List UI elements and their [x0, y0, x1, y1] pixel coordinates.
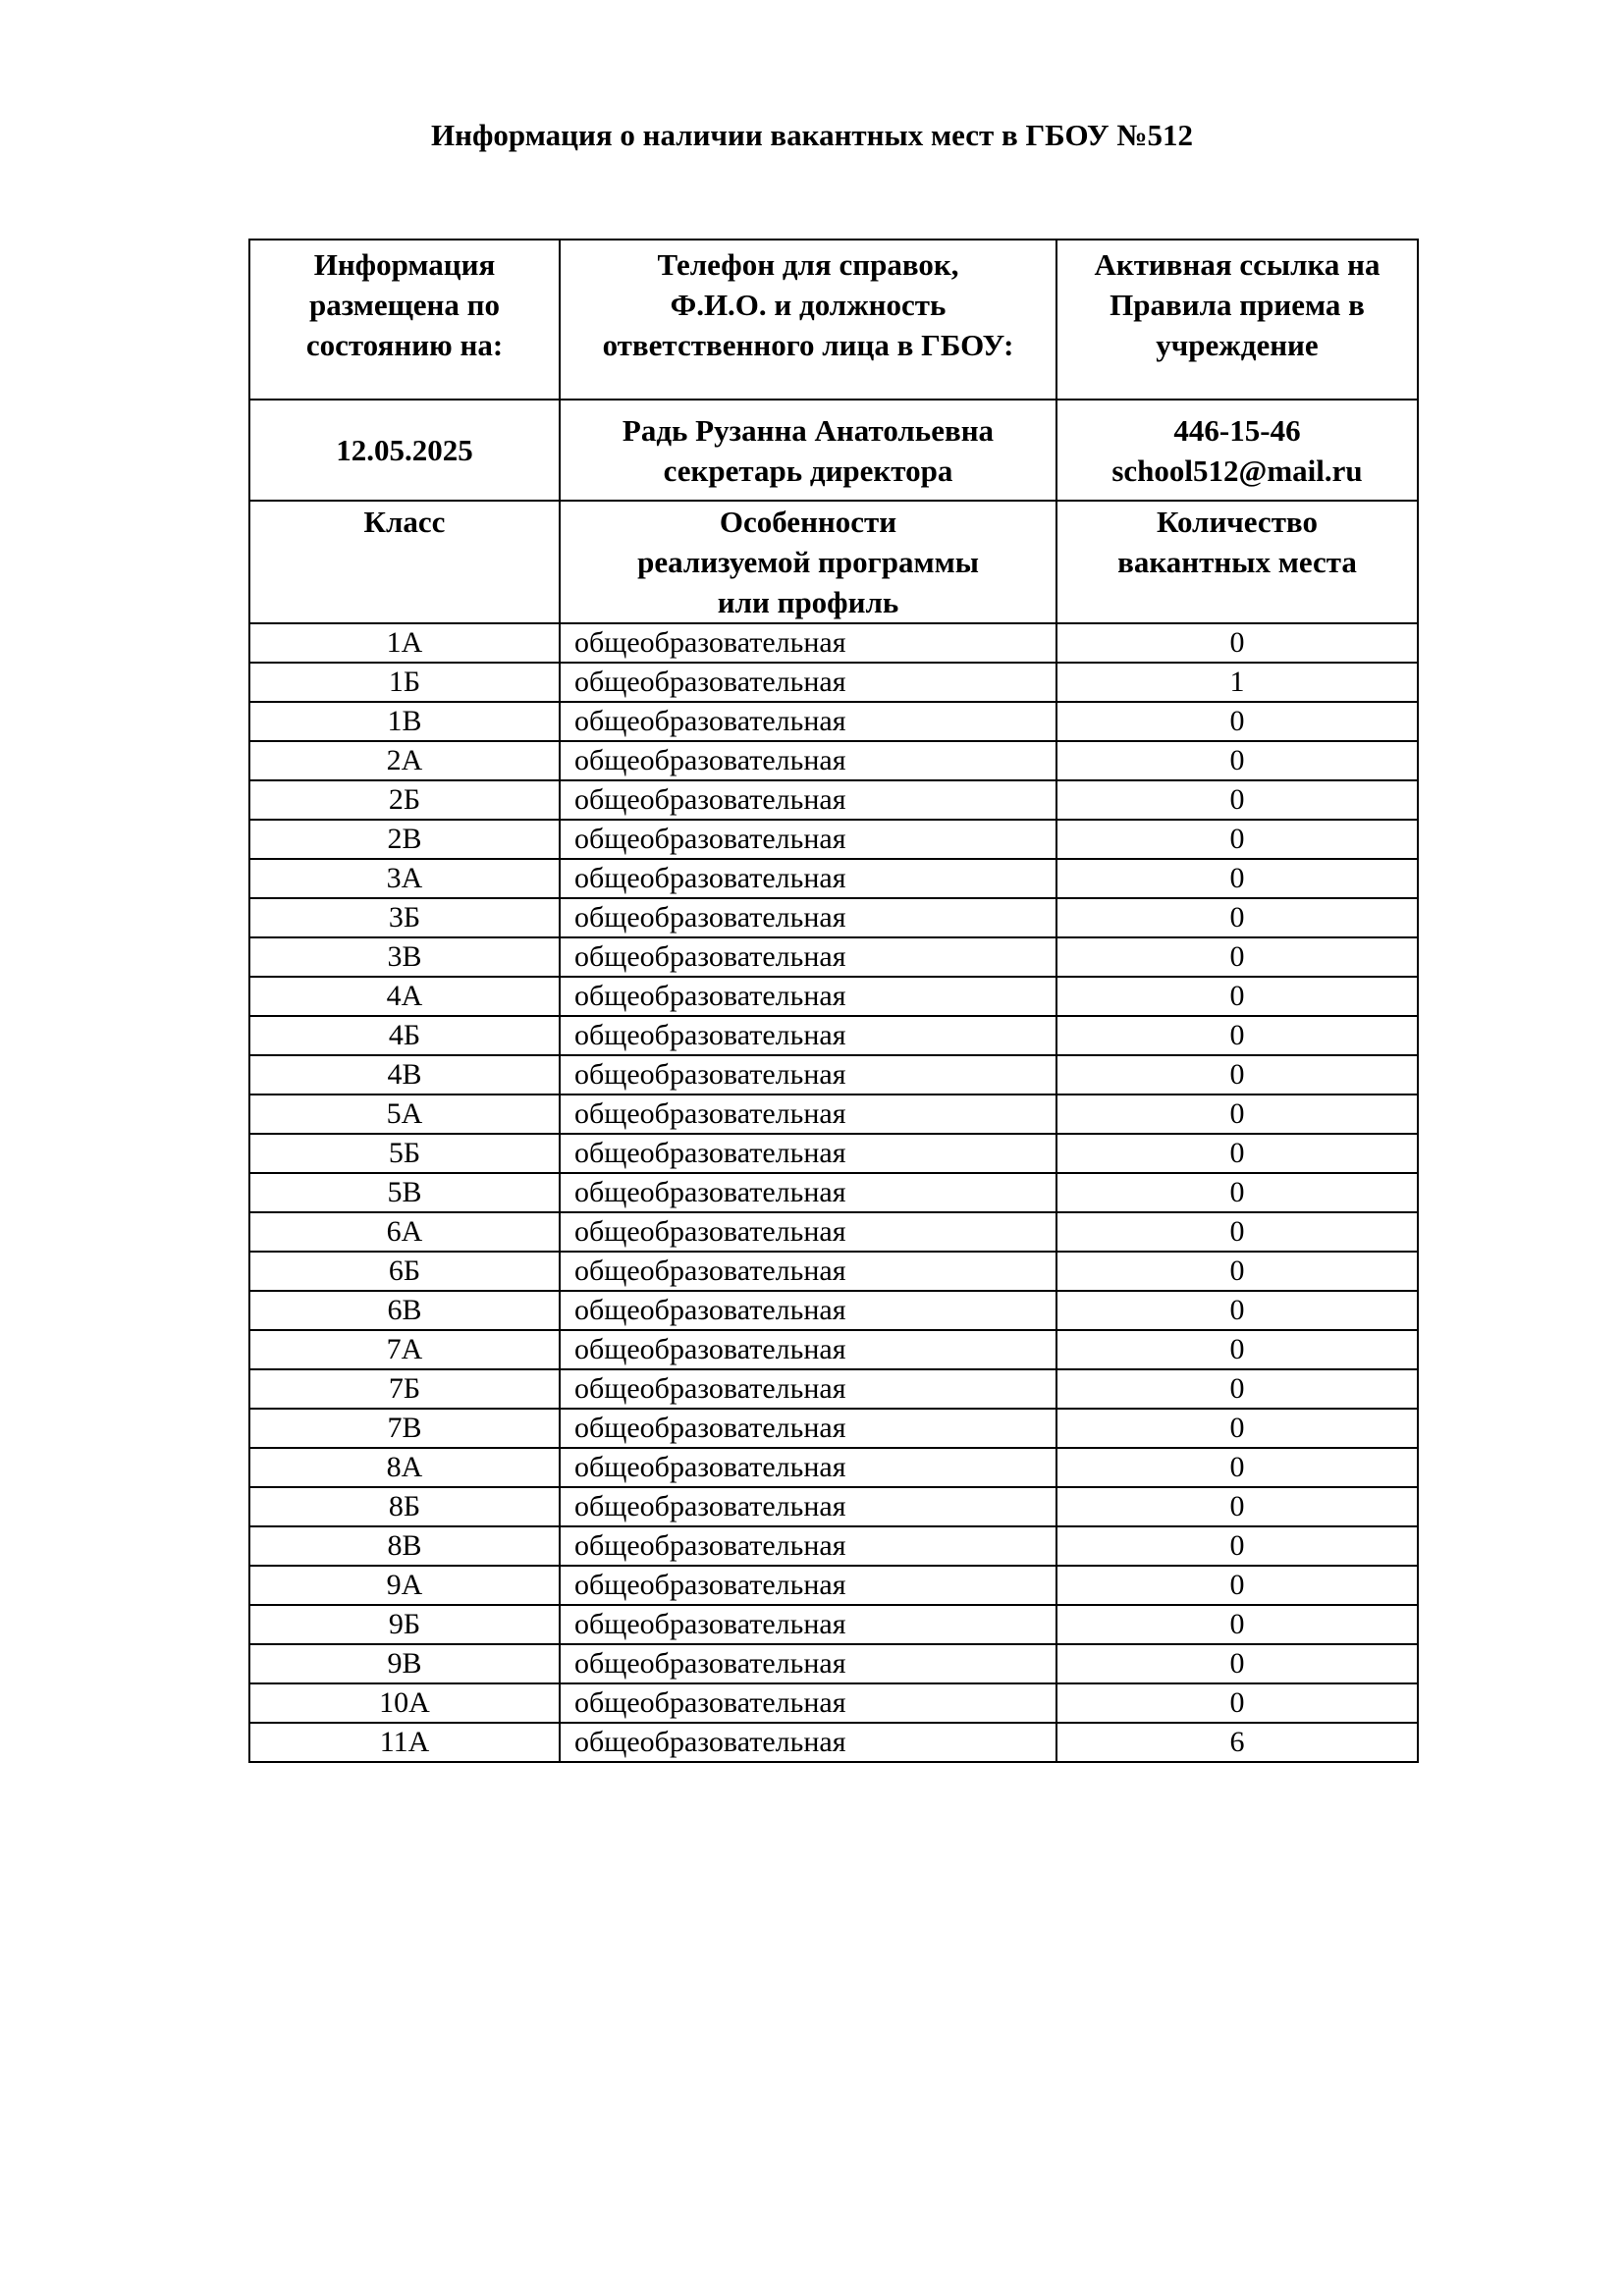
program-column-header-line: или профиль — [717, 585, 899, 619]
table-row — [249, 1683, 1418, 1723]
document-title: Информация о наличии вакантных мест в ГБОУ №512 — [431, 118, 1193, 152]
class-cell: 3А — [249, 859, 560, 898]
table-row — [249, 663, 1418, 702]
vacancies-cell: 0 — [1056, 898, 1418, 937]
program-cell: общеобразовательная — [560, 663, 1056, 702]
program-cell: общеобразовательная — [560, 1487, 1056, 1526]
program-cell: общеобразовательная — [560, 1723, 1056, 1762]
table-row — [249, 1369, 1418, 1409]
vacancies-cell: 0 — [1056, 1016, 1418, 1055]
program-cell: общеобразовательная — [560, 1605, 1056, 1644]
class-cell: 5В — [249, 1173, 560, 1212]
class-cell: 1А — [249, 623, 560, 663]
class-cell: 8В — [249, 1526, 560, 1566]
class-cell: 11А — [249, 1723, 560, 1762]
vacancies-cell: 0 — [1056, 1212, 1418, 1252]
table-row — [249, 1723, 1418, 1762]
vacancies-cell: 0 — [1056, 1644, 1418, 1683]
class-cell: 8А — [249, 1448, 560, 1487]
program-column-header-line: реализуемой программы — [637, 545, 979, 579]
program-cell: общеобразовательная — [560, 741, 1056, 780]
program-column-header — [560, 501, 1056, 623]
columns-header-row — [249, 501, 1418, 623]
info-header-row — [249, 240, 1418, 400]
info-email-link[interactable]: school512@mail.ru — [1111, 453, 1363, 488]
vacancies-cell: 0 — [1056, 1291, 1418, 1330]
vacancies-cell: 0 — [1056, 859, 1418, 898]
class-cell: 2Б — [249, 780, 560, 820]
program-cell: общеобразовательная — [560, 1173, 1056, 1212]
info-contact-person-header — [560, 240, 1056, 400]
class-cell: 2В — [249, 820, 560, 859]
info-date-header-line: Информация — [313, 247, 496, 282]
program-cell: общеобразовательная — [560, 1095, 1056, 1134]
class-cell: 7В — [249, 1409, 560, 1448]
program-cell: общеобразовательная — [560, 977, 1056, 1016]
table-row — [249, 780, 1418, 820]
program-cell: общеобразовательная — [560, 1330, 1056, 1369]
class-cell: 4Б — [249, 1016, 560, 1055]
program-cell: общеобразовательная — [560, 1134, 1056, 1173]
vacancies-cell: 0 — [1056, 1409, 1418, 1448]
class-cell: 10А — [249, 1683, 560, 1723]
vacancies-table — [248, 239, 1419, 1763]
info-rules-link-header-line: учреждение — [1156, 328, 1319, 362]
program-cell: общеобразовательная — [560, 859, 1056, 898]
vacancies-cell: 0 — [1056, 1683, 1418, 1723]
vacancies-cell: 0 — [1056, 1134, 1418, 1173]
table-row — [249, 1134, 1418, 1173]
table-row — [249, 1330, 1418, 1369]
table-row — [249, 1291, 1418, 1330]
program-cell: общеобразовательная — [560, 898, 1056, 937]
info-values-row — [249, 400, 1418, 501]
class-cell: 6Б — [249, 1252, 560, 1291]
program-cell: общеобразовательная — [560, 1448, 1056, 1487]
program-cell: общеобразовательная — [560, 1016, 1056, 1055]
program-cell: общеобразовательная — [560, 1566, 1056, 1605]
table-row — [249, 1644, 1418, 1683]
program-cell: общеобразовательная — [560, 1409, 1056, 1448]
info-date — [249, 400, 560, 501]
program-cell: общеобразовательная — [560, 1212, 1056, 1252]
info-date-value: 12.05.2025 — [336, 433, 473, 467]
info-contact-person-header-line: Ф.И.О. и должность — [670, 288, 947, 322]
table-row — [249, 1487, 1418, 1526]
program-cell: общеобразовательная — [560, 780, 1056, 820]
table-row — [249, 1016, 1418, 1055]
table-row — [249, 1212, 1418, 1252]
class-cell: 9А — [249, 1566, 560, 1605]
class-cell: 9Б — [249, 1605, 560, 1644]
class-cell: 3Б — [249, 898, 560, 937]
class-cell: 8Б — [249, 1487, 560, 1526]
table-row — [249, 820, 1418, 859]
table-row — [249, 1526, 1418, 1566]
class-cell: 6А — [249, 1212, 560, 1252]
class-cell: 7Б — [249, 1369, 560, 1409]
program-cell: общеобразовательная — [560, 1291, 1056, 1330]
vacancies-cell: 6 — [1056, 1723, 1418, 1762]
class-cell: 6В — [249, 1291, 560, 1330]
info-rules-link-header — [1056, 240, 1418, 400]
program-cell: общеобразовательная — [560, 1055, 1056, 1095]
vacancies-cell: 1 — [1056, 663, 1418, 702]
vacancies-cell: 0 — [1056, 780, 1418, 820]
info-rules-link-header-line: Правила приема в — [1110, 288, 1365, 322]
class-cell: 4А — [249, 977, 560, 1016]
vacancies-cell: 0 — [1056, 1487, 1418, 1526]
table-row — [249, 1448, 1418, 1487]
class-cell: 1В — [249, 702, 560, 741]
vacancies-column-header-line: Количество — [1157, 505, 1318, 539]
vacancies-cell: 0 — [1056, 820, 1418, 859]
program-column-header-line: Особенности — [719, 505, 897, 539]
class-cell: 5А — [249, 1095, 560, 1134]
table-row — [249, 1605, 1418, 1644]
info-contact-person-header-line: ответственного лица в ГБОУ: — [602, 328, 1014, 362]
info-person-name: Радь Рузанна Анатольевна — [622, 412, 995, 448]
vacancies-column-header — [1056, 501, 1418, 623]
program-cell: общеобразовательная — [560, 702, 1056, 741]
vacancies-cell: 0 — [1056, 937, 1418, 977]
table-row — [249, 859, 1418, 898]
class-cell: 4В — [249, 1055, 560, 1095]
table-row — [249, 741, 1418, 780]
info-rules-link-header-line: Активная ссылка на — [1094, 247, 1380, 282]
vacancies-cell: 0 — [1056, 623, 1418, 663]
vacancies-cell: 0 — [1056, 1448, 1418, 1487]
program-cell: общеобразовательная — [560, 937, 1056, 977]
class-cell: 7А — [249, 1330, 560, 1369]
table-row — [249, 937, 1418, 977]
class-cell: 5Б — [249, 1134, 560, 1173]
vacancies-cell: 0 — [1056, 1173, 1418, 1212]
info-person-position: секретарь директора — [663, 453, 953, 488]
program-cell: общеобразовательная — [560, 820, 1056, 859]
info-date-header-line: состоянию на: — [305, 328, 504, 362]
class-cell: 1Б — [249, 663, 560, 702]
vacancies-cell: 0 — [1056, 741, 1418, 780]
class-column-header — [249, 501, 560, 623]
vacancies-cell: 0 — [1056, 1605, 1418, 1644]
program-cell: общеобразовательная — [560, 1252, 1056, 1291]
table-row — [249, 1566, 1418, 1605]
info-date-header-line: размещена по — [308, 288, 501, 322]
table-row — [249, 1252, 1418, 1291]
class-cell: 3В — [249, 937, 560, 977]
info-person — [560, 400, 1056, 501]
table-row — [249, 1055, 1418, 1095]
vacancies-cell: 0 — [1056, 1095, 1418, 1134]
program-cell: общеобразовательная — [560, 1683, 1056, 1723]
table-row — [249, 623, 1418, 663]
table-row — [249, 1173, 1418, 1212]
vacancies-cell: 0 — [1056, 1252, 1418, 1291]
class-column-header-line: Класс — [363, 505, 446, 539]
table-row — [249, 1409, 1418, 1448]
program-cell: общеобразовательная — [560, 1526, 1056, 1566]
table-row — [249, 977, 1418, 1016]
vacancies-cell: 0 — [1056, 1526, 1418, 1566]
program-cell: общеобразовательная — [560, 623, 1056, 663]
table-row — [249, 702, 1418, 741]
vacancies-cell: 0 — [1056, 702, 1418, 741]
program-cell: общеобразовательная — [560, 1644, 1056, 1683]
vacancies-cell: 0 — [1056, 977, 1418, 1016]
vacancies-column-header-line: вакантных места — [1117, 545, 1357, 579]
info-contact-person-header-line: Телефон для справок, — [657, 247, 959, 282]
info-contact — [1056, 400, 1418, 501]
vacancies-cell: 0 — [1056, 1566, 1418, 1605]
vacancies-cell: 0 — [1056, 1330, 1418, 1369]
vacancies-cell: 0 — [1056, 1369, 1418, 1409]
program-cell: общеобразовательная — [560, 1369, 1056, 1409]
table-row — [249, 898, 1418, 937]
table-row — [249, 1095, 1418, 1134]
info-date-header — [249, 240, 560, 400]
info-phone: 446-15-46 — [1173, 412, 1301, 448]
class-cell: 2А — [249, 741, 560, 780]
vacancies-cell: 0 — [1056, 1055, 1418, 1095]
class-cell: 9В — [249, 1644, 560, 1683]
